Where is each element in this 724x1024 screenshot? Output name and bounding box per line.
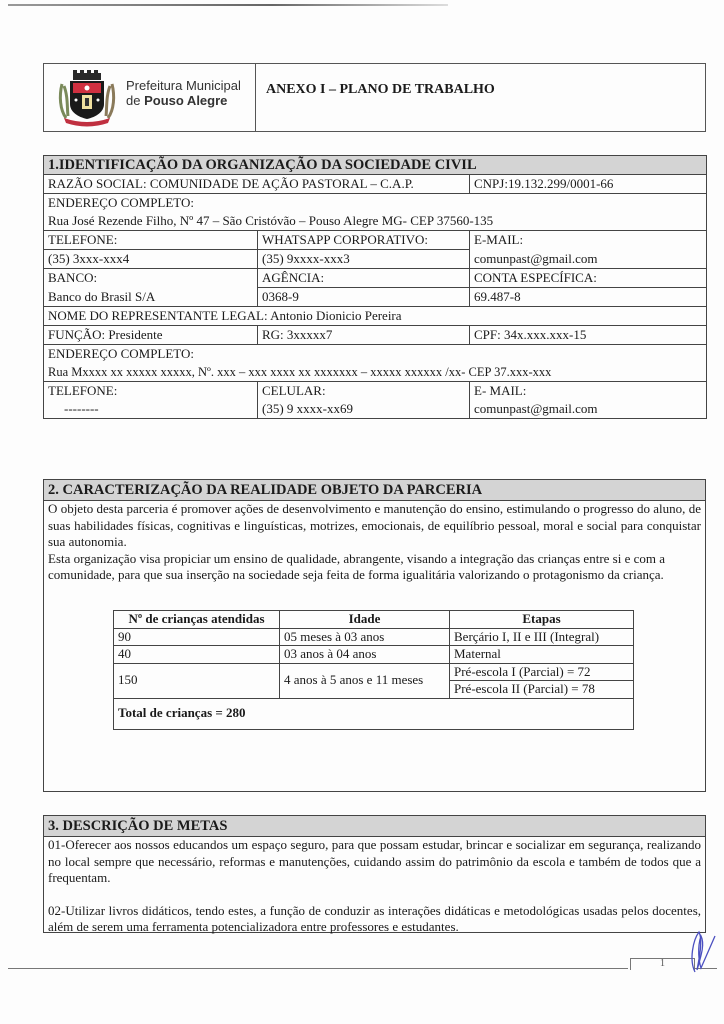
logo-text: [126, 78, 241, 108]
page-number: 1: [660, 958, 665, 969]
meta-1: 01-Oferecer aos nossos educandos um espaço seguro, para que possam estudar, brincar e socializar em segurança, realizando no local sempre que necessário, reformas e manutenções, cuidando assim do patrimônio da escola e também de todos que a frequentam.: [48, 837, 701, 885]
row-stage: Maternal: [450, 646, 634, 664]
whatsapp-label: WHATSAPP CORPORATIVO:: [258, 231, 470, 250]
children-table-header-count: Nº de crianças atendidas: [114, 611, 280, 629]
banco-value: Banco do Brasil S/A: [44, 288, 258, 307]
endereco-value: Rua José Rezende Filho, Nº 47 – São Cristóvão – Pouso Alegre MG- CEP 37560-135: [44, 212, 707, 231]
conta-value: 69.487-8: [470, 288, 707, 307]
agencia-label: AGÊNCIA:: [258, 269, 470, 288]
celular-label: CELULAR:: [258, 382, 470, 401]
document-title: ANEXO I – PLANO DE TRABALHO: [266, 82, 495, 97]
children-table-header-stage: Etapas: [450, 611, 634, 629]
table-row: [114, 663, 634, 681]
row-age: 05 meses à 03 anos: [280, 628, 450, 646]
whatsapp-value: (35) 9xxxx-xxx3: [258, 250, 470, 269]
table-row: [114, 646, 634, 664]
banco-label: BANCO:: [44, 269, 258, 288]
section-2-paragraph-1: O objeto desta parceria é promover ações de desenvolvimento e manutenção do ensino, estimulando o progresso do aluno, de suas habilidades físicas, cognitivas e linguísticas, motrizes, emocionais, de equilíbrio pessoal, moral e social para conquistar sua autonomia.: [48, 501, 701, 549]
signature-icon: [685, 930, 717, 980]
rep-telefone-label: TELEFONE:: [44, 382, 258, 401]
meta-2: 02-Utilizar livros didáticos, tendo estes, a função de conduzir as interações didáticas e metodológicas usadas pelos docentes, além de serem uma ferramenta potencializadora entre professores e estudantes.: [48, 902, 701, 934]
section-2-paragraph-2: Esta organização visa propiciar um ensino de qualidade, abrangente, visando a integração das crianças entre si e com a comunidade, para que sua inserção na sociedade seja feita de forma igualitária valorizando o protagonismo da criança.: [48, 550, 666, 582]
children-table: [113, 610, 634, 730]
row-age: 4 anos à 5 anos e 11 meses: [280, 663, 450, 698]
logo-line-2-prefix: de: [126, 93, 145, 108]
logo-line-2: [126, 93, 241, 108]
row-count: 40: [114, 646, 280, 664]
section-2-heading: 2. CARACTERIZAÇÃO DA REALIDADE OBJETO DA PARCERIA: [44, 480, 705, 501]
rep-email-value: comunpast@gmail.com: [470, 400, 707, 419]
city-coat-of-arms-icon: [56, 70, 118, 128]
celular-value: (35) 9 xxxx-xx69: [258, 400, 470, 419]
rep-endereco-label: ENDEREÇO COMPLETO:: [44, 345, 707, 364]
logo-line-2-city: Pouso Alegre: [144, 93, 228, 108]
row-count: 150: [114, 663, 280, 698]
children-total: Total de crianças = 280: [114, 698, 634, 729]
funcao: FUNÇÃO: Presidente: [44, 326, 258, 345]
row-stage: Pré-escola I (Parcial) = 72: [450, 663, 634, 681]
section-1-heading: 1.IDENTIFICAÇÃO DA ORGANIZAÇÃO DA SOCIEDADE CIVIL: [44, 156, 707, 175]
email-value: comunpast@gmail.com: [470, 250, 707, 269]
identification-table: [43, 155, 707, 419]
rg: RG: 3xxxxx7: [258, 326, 470, 345]
row-count: 90: [114, 628, 280, 646]
scan-top-line: [8, 4, 448, 6]
logo-cell: [44, 64, 256, 131]
razao-social: RAZÃO SOCIAL: COMUNIDADE DE AÇÃO PASTORAL – C.A.P.: [44, 175, 470, 194]
row-stage: Berçário I, II e III (Integral): [450, 628, 634, 646]
representante-legal: NOME DO REPRESENTANTE LEGAL: Antonio Dionicio Pereira: [44, 307, 707, 326]
cpf: CPF: 34x.xxx.xxx-15: [470, 326, 707, 345]
cnpj: CNPJ:19.132.299/0001-66: [470, 175, 707, 194]
document-header: [43, 63, 706, 132]
email-label: E-MAIL:: [470, 231, 707, 250]
telefone-value: (35) 3xxx-xxx4: [44, 250, 258, 269]
table-row: [114, 628, 634, 646]
endereco-label: ENDEREÇO COMPLETO:: [44, 194, 707, 213]
rep-endereco-value: Rua Mxxxx xx xxxxx xxxxx, Nº. xxx – xxx xxxx xx xxxxxxx – xxxxx xxxxxx /xx- CEP 37.xxx-xxx: [44, 363, 707, 382]
conta-label: CONTA ESPECÍFICA:: [470, 269, 707, 288]
section-3-heading: 3. DESCRIÇÃO DE METAS: [44, 816, 705, 837]
row-age: 03 anos à 04 anos: [280, 646, 450, 664]
rep-telefone-value: --------: [44, 400, 258, 419]
section-2: [43, 479, 706, 792]
telefone-label: TELEFONE:: [44, 231, 258, 250]
rep-email-label: E- MAIL:: [470, 382, 707, 401]
agencia-value: 0368-9: [258, 288, 470, 307]
footer-line: [8, 968, 628, 969]
section-3: [43, 815, 706, 933]
logo-line-1: Prefeitura Municipal: [126, 78, 241, 93]
children-table-header-age: Idade: [280, 611, 450, 629]
row-stage: Pré-escola II (Parcial) = 78: [450, 681, 634, 699]
